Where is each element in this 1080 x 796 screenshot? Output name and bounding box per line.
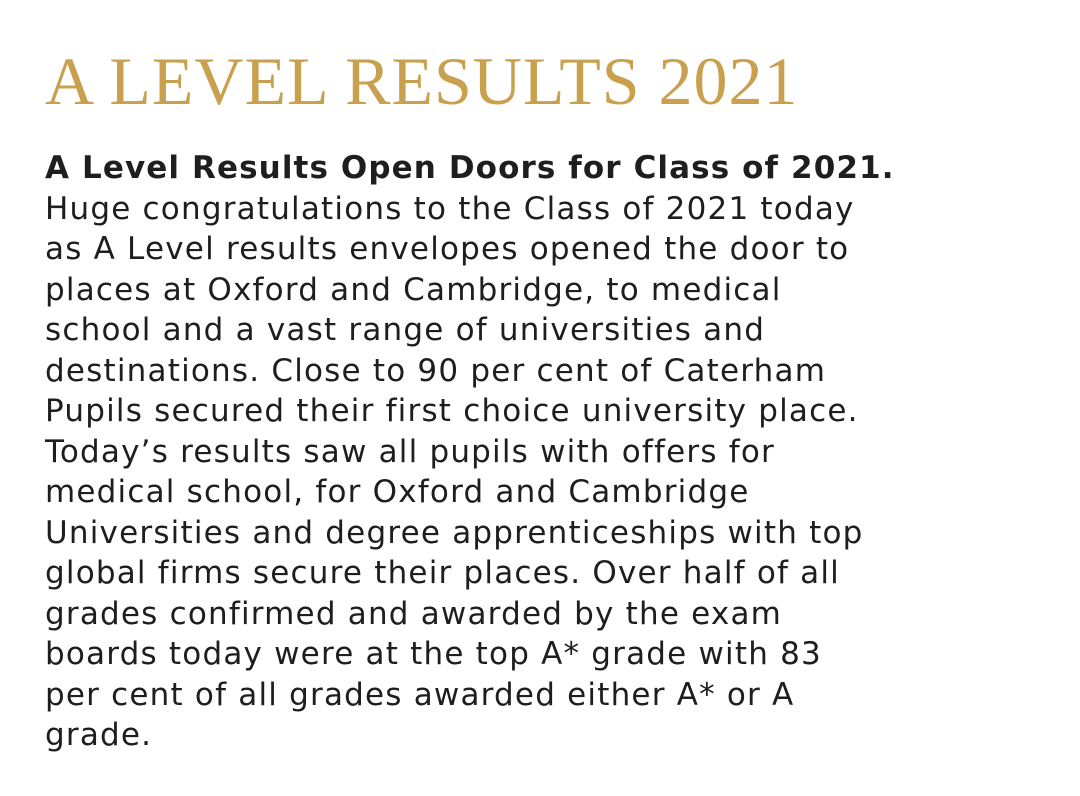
article-line: Today’s results saw all pupils with offers for <box>45 433 775 470</box>
article-line: as A Level results envelopes opened the door to <box>45 231 850 267</box>
article-line: medical school, for Oxford and Cambridge <box>45 474 750 510</box>
article-line: grade. <box>45 717 153 753</box>
article-line: per cent of all grades awarded either A* or A <box>45 676 795 713</box>
article-line: school and a vast range of universities and <box>45 312 766 348</box>
page-title: A LEVEL RESULTS 2021 <box>45 43 799 119</box>
article-line: Universities and degree apprenticeships with top <box>45 514 864 551</box>
article-line: boards today were at the top A* grade with 83 <box>45 636 822 672</box>
article-line: Huge congratulations to the Class of 2021 today <box>45 190 855 227</box>
article-line: destinations. Close to 90 per cent of Caterham <box>45 352 827 389</box>
page-content <box>45 40 1055 756</box>
article-line: Pupils secured their first choice university place. <box>45 393 859 429</box>
article-line: global firms secure their places. Over half of all <box>45 555 840 591</box>
article-line: places at Oxford and Cambridge, to medical <box>45 271 782 308</box>
article-body <box>45 148 1055 756</box>
article-line: grades confirmed and awarded by the exam <box>45 595 783 632</box>
article-headline: A Level Results Open Doors for Class of 2021. <box>45 150 895 186</box>
